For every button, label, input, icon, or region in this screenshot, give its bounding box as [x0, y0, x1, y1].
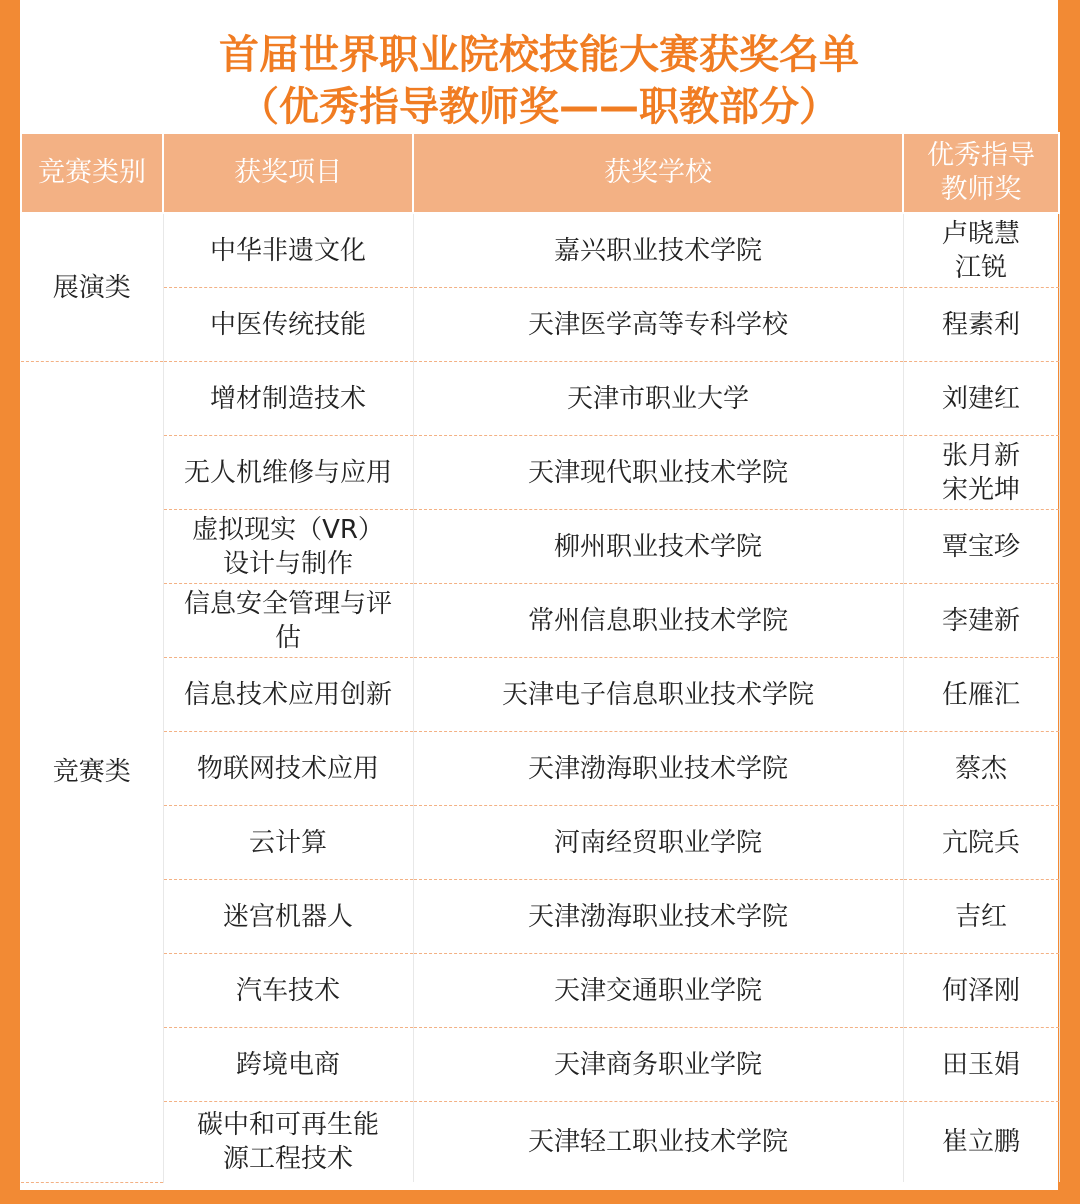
project-cell: 信息技术应用创新 [163, 658, 413, 732]
document-frame [20, 0, 1058, 1190]
school-cell: 天津轻工职业技术学院 [413, 1102, 903, 1183]
school-cell: 常州信息职业技术学院 [413, 584, 903, 658]
teacher-cell: 任雁汇 [903, 658, 1059, 732]
project-cell: 无人机维修与应用 [163, 436, 413, 510]
table-row [21, 584, 1059, 658]
teacher-cell: 何泽刚 [903, 954, 1059, 1028]
table-row [21, 288, 1059, 362]
teacher-cell: 张月新 宋光坤 [903, 436, 1059, 510]
school-cell: 嘉兴职业技术学院 [413, 213, 903, 288]
teacher-cell: 蔡杰 [903, 732, 1059, 806]
table-row [21, 806, 1059, 880]
school-cell: 天津市职业大学 [413, 362, 903, 436]
header-project: 获奖项目 [163, 133, 413, 213]
teacher-cell: 程素利 [903, 288, 1059, 362]
teacher-cell: 亢院兵 [903, 806, 1059, 880]
category-cell: 展演类 [21, 213, 163, 362]
table-row [21, 1028, 1059, 1102]
table-row [21, 880, 1059, 954]
school-cell: 天津电子信息职业技术学院 [413, 658, 903, 732]
awards-table [20, 132, 1060, 1183]
project-cell: 虚拟现实（VR） 设计与制作 [163, 510, 413, 584]
project-cell: 增材制造技术 [163, 362, 413, 436]
category-cell: 竞赛类 [21, 362, 163, 1183]
project-cell: 中华非遗文化 [163, 213, 413, 288]
table-row [21, 436, 1059, 510]
school-cell: 天津渤海职业技术学院 [413, 732, 903, 806]
project-cell: 跨境电商 [163, 1028, 413, 1102]
table-row [21, 954, 1059, 1028]
page-title [20, 0, 1058, 132]
project-cell: 信息安全管理与评 估 [163, 584, 413, 658]
table-header-row [21, 133, 1059, 213]
school-cell: 天津商务职业学院 [413, 1028, 903, 1102]
school-cell: 天津渤海职业技术学院 [413, 880, 903, 954]
title-line-1: 首届世界职业院校技能大赛获奖名单 [219, 32, 859, 78]
table-row [21, 1102, 1059, 1183]
school-cell: 天津现代职业技术学院 [413, 436, 903, 510]
teacher-cell: 田玉娟 [903, 1028, 1059, 1102]
teacher-cell: 李建新 [903, 584, 1059, 658]
table-row [21, 213, 1059, 288]
table-row [21, 362, 1059, 436]
teacher-cell: 卢晓慧 江锐 [903, 213, 1059, 288]
teacher-cell: 覃宝珍 [903, 510, 1059, 584]
header-category: 竞赛类别 [21, 133, 163, 213]
school-cell: 天津交通职业学院 [413, 954, 903, 1028]
school-cell: 河南经贸职业学院 [413, 806, 903, 880]
school-cell: 柳州职业技术学院 [413, 510, 903, 584]
project-cell: 中医传统技能 [163, 288, 413, 362]
table-row [21, 732, 1059, 806]
project-cell: 碳中和可再生能 源工程技术 [163, 1102, 413, 1183]
table-row [21, 510, 1059, 584]
project-cell: 汽车技术 [163, 954, 413, 1028]
project-cell: 云计算 [163, 806, 413, 880]
title-line-2: （优秀指导教师奖——职教部分） [239, 84, 839, 130]
header-school: 获奖学校 [413, 133, 903, 213]
table-row [21, 658, 1059, 732]
teacher-cell: 刘建红 [903, 362, 1059, 436]
teacher-cell: 吉红 [903, 880, 1059, 954]
teacher-cell: 崔立鹏 [903, 1102, 1059, 1183]
project-cell: 物联网技术应用 [163, 732, 413, 806]
school-cell: 天津医学高等专科学校 [413, 288, 903, 362]
project-cell: 迷宫机器人 [163, 880, 413, 954]
header-teacher: 优秀指导教师奖 [903, 133, 1059, 213]
